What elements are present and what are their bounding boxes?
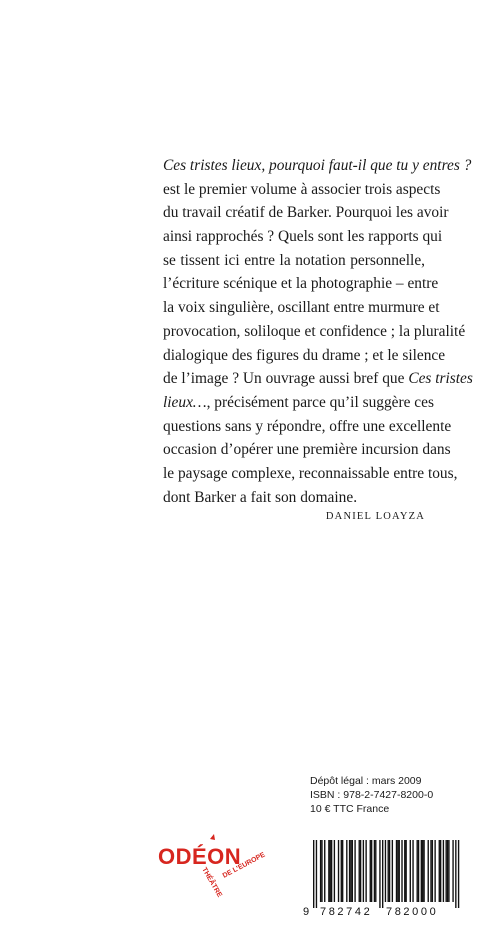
barcode-digits-right: 782000 — [386, 906, 439, 918]
text-segment: se tissent ici entre la notation personnelle, — [163, 251, 425, 269]
barcode-bar — [423, 840, 424, 902]
barcode-bar — [320, 840, 321, 902]
text-line — [163, 272, 439, 296]
barcode-bar — [346, 840, 347, 902]
text-line — [163, 344, 446, 368]
barcode-bar — [452, 840, 453, 902]
barcode-bar — [331, 840, 332, 902]
barcode-bar — [359, 840, 360, 902]
barcode-bar — [370, 840, 371, 902]
barcode-bar — [428, 840, 429, 902]
barcode-bar — [352, 840, 353, 902]
text-line — [163, 415, 452, 439]
barcode-bar — [385, 840, 386, 902]
text-segment: dialogique des figures du drame ; et le silence — [163, 346, 446, 364]
text-segment: provocation, soliloque et confidence ; la pluralité — [163, 322, 466, 340]
barcode-bar — [405, 840, 406, 902]
barcode-bar — [421, 840, 422, 902]
barcode-bar — [445, 840, 446, 902]
text-segment: du travail créatif de Barker. Pourquoi les avoir — [163, 204, 449, 222]
barcode-bar — [443, 840, 444, 902]
barcode-bar — [379, 840, 380, 908]
text-segment: questions sans y répondre, offre une excellente — [163, 417, 452, 435]
barcode-bar — [458, 840, 459, 908]
text-line — [163, 249, 425, 273]
barcode-bar — [375, 840, 376, 902]
isbn-text: ISBN : 978-2-7427-8200-0 — [310, 788, 434, 801]
barcode-bar — [396, 840, 397, 902]
text-line — [163, 201, 449, 225]
barcode-bar — [350, 840, 351, 902]
legal-deposit: Dépôt légal : mars 2009 — [310, 775, 422, 787]
text-line — [163, 320, 466, 344]
barcode-bar — [412, 840, 413, 902]
barcode-bar — [328, 840, 329, 902]
text-line — [163, 438, 451, 462]
barcode-bar — [324, 840, 325, 902]
barcode-bar — [417, 840, 418, 902]
italic-title-text: Ces tristes — [408, 370, 473, 388]
barcode-bar — [360, 840, 361, 902]
barcode-bar — [338, 840, 339, 902]
barcode-bar — [349, 840, 350, 902]
text-segment: occasion d’opérer une première incursion dans — [163, 441, 451, 459]
price-text: 10 € TTC France — [310, 802, 390, 815]
barcode-bar — [399, 840, 400, 902]
text-line — [163, 178, 441, 202]
barcode-bar — [374, 840, 375, 902]
text-line — [163, 367, 473, 391]
text-segment: , précisément parce qu’il suggère ces — [206, 393, 434, 411]
text-segment: l’écriture scénique et la photographie – entre — [163, 275, 439, 293]
barcode-bar — [313, 840, 314, 908]
barcode-bar — [389, 840, 390, 902]
italic-title-text: lieux… — [163, 393, 207, 411]
author-signature: DANIEL LOAYZA — [325, 511, 425, 522]
barcode-bar — [404, 840, 405, 902]
odeon-flame-icon — [210, 834, 215, 840]
text-line — [163, 486, 425, 510]
barcode-bar — [418, 840, 419, 902]
text-segment: le paysage complexe, reconnaissable entre tous, — [163, 464, 458, 482]
text-segment: ainsi rapprochés ? Quels sont les rapports qui — [163, 228, 443, 246]
odeon-logo — [150, 832, 295, 912]
barcode-bar — [365, 840, 366, 902]
barcode-bar — [434, 840, 435, 902]
italic-title-text: Ces tristes lieux, pourquoi faut-il que tu y entres ? — [163, 157, 472, 174]
text-segment: de l’image ? Un ouvrage aussi bref que — [163, 370, 409, 388]
text-line — [163, 391, 434, 415]
barcode-bar — [430, 840, 431, 902]
back-cover-text — [163, 154, 473, 509]
barcode-bar — [334, 840, 335, 902]
text-line — [163, 296, 440, 320]
text-segment: dont Barker a fait son domaine. — [163, 488, 358, 506]
barcode-bar — [401, 840, 402, 902]
barcode-bar — [342, 840, 343, 902]
barcode-bar — [410, 840, 411, 902]
barcode-digits-left: 782742 — [320, 906, 373, 918]
text-line — [163, 154, 472, 178]
text-line — [163, 462, 458, 486]
legal-info — [310, 775, 490, 816]
barcode-bar — [440, 840, 441, 902]
barcode-bar — [371, 840, 372, 902]
barcode-bars — [313, 840, 459, 908]
barcode-bar — [455, 840, 456, 908]
barcode-digit-lead: 9 — [303, 906, 310, 918]
text-segment: la voix singulière, oscillant entre murmure et — [163, 299, 440, 317]
isbn-barcode — [300, 840, 460, 918]
barcode-bar — [354, 840, 355, 902]
odeon-logo-name: ODÉON — [158, 844, 242, 869]
barcode-bar — [382, 840, 383, 908]
text-segment: est le premier volume à associer trois aspects — [163, 180, 441, 198]
barcode-bar — [363, 840, 364, 902]
odeon-logo-sub-right: DE L’EUROPE — [221, 851, 267, 880]
barcode-bar — [316, 840, 317, 908]
barcode-bar — [392, 840, 393, 902]
barcode-bar — [341, 840, 342, 902]
barcode-bar — [432, 840, 433, 902]
barcode-bar — [388, 840, 389, 902]
odeon-logo-sub-left: THÉÂTRE — [200, 866, 223, 899]
barcode-bar — [439, 840, 440, 902]
barcode-bar — [422, 840, 423, 902]
barcode-bar — [447, 840, 448, 902]
barcode-bar — [448, 840, 449, 902]
barcode-bar — [321, 840, 322, 902]
barcode-bar — [330, 840, 331, 902]
text-line — [163, 225, 443, 249]
barcode-bar — [397, 840, 398, 902]
